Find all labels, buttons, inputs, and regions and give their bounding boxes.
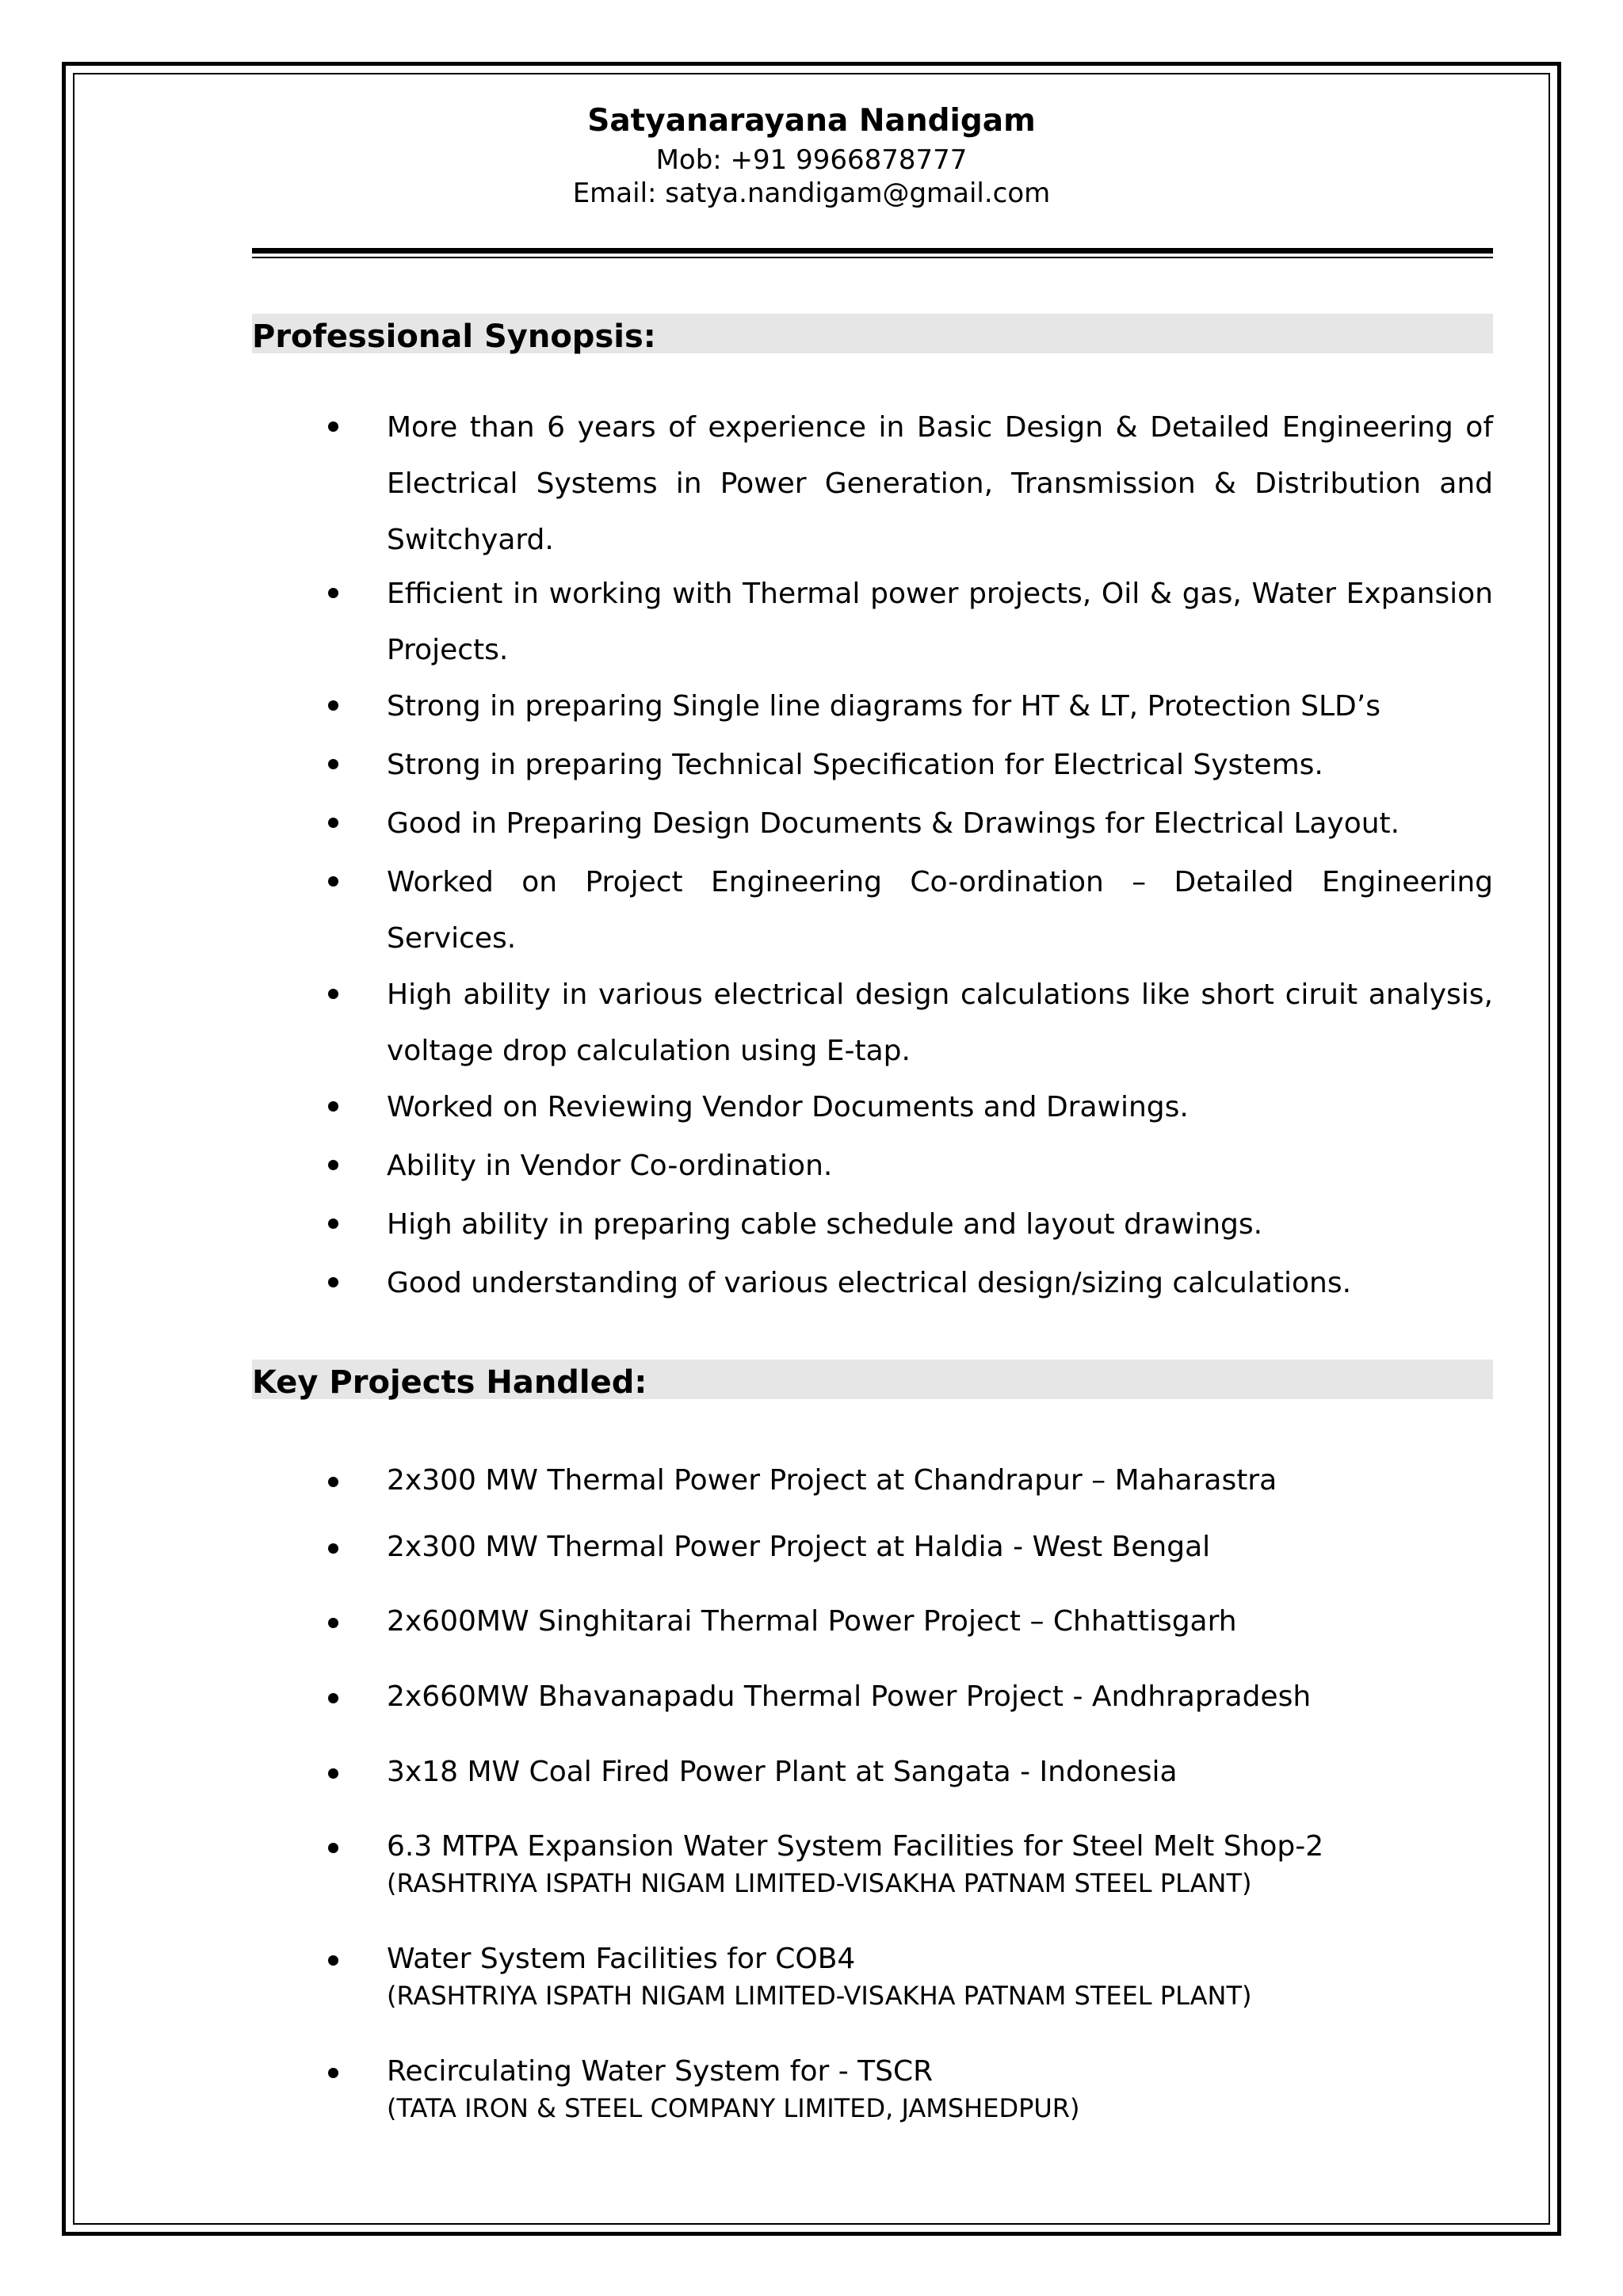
project-item xyxy=(387,1602,1493,1642)
project-item xyxy=(387,1753,1493,1792)
bullet-dot xyxy=(328,818,344,833)
project-name: Recirculating Water System for - TSCR xyxy=(387,2055,934,2088)
bullet-dot xyxy=(328,989,344,1005)
bullet-dot xyxy=(328,1843,344,1859)
section-title-projects-text: Key Projects Handled: xyxy=(252,1364,647,1401)
bullet-dot xyxy=(328,1160,344,1176)
synopsis-item: Worked on Project Engineering Co-ordination – Detailed Engineering Services. xyxy=(387,866,1493,955)
project-item xyxy=(387,1827,1493,1900)
synopsis-item: Worked on Reviewing Vendor Documents and Drawings. xyxy=(387,1091,1189,1123)
project-item xyxy=(387,1527,1493,1567)
synopsis-item: More than 6 years of experience in Basic Design & Detailed Engineering of Electrical Systems in Power Generation, Transmission & Distribution and Switchyard. xyxy=(387,411,1493,556)
bullet-dot xyxy=(328,2068,344,2084)
project-name: 3x18 MW Coal Fired Power Plant at Sangata - Indonesia xyxy=(387,1756,1178,1788)
project-item xyxy=(387,1939,1493,2012)
synopsis-item: Strong in preparing Single line diagrams for HT & LT, Protection SLD’s xyxy=(387,690,1381,723)
mobile-number: Mob: +91 9966878777 xyxy=(655,144,968,176)
section-title-synopsis xyxy=(252,314,1493,353)
bullet-dot xyxy=(328,1101,344,1117)
header-divider-thick xyxy=(252,248,1493,254)
bullet-dot xyxy=(328,759,344,775)
bullet-dot xyxy=(328,1543,344,1559)
synopsis-item: Ability in Vendor Co-ordination. xyxy=(387,1150,833,1182)
project-client: (RASHTRIYA ISPATH NIGAM LIMITED-VISAKHA PATNAM STEEL PLANT) xyxy=(387,1981,1252,2011)
bullet-dot xyxy=(328,700,344,716)
bullet-dot xyxy=(328,1768,344,1784)
synopsis-item: Strong in preparing Technical Specification for Electrical Systems. xyxy=(387,749,1323,781)
synopsis-item: Good in Preparing Design Documents & Drawings for Electrical Layout. xyxy=(387,807,1400,840)
section-title-projects xyxy=(252,1360,1493,1399)
candidate-name: Satyanarayana Nandigam xyxy=(587,103,1036,139)
bullet-dot xyxy=(328,1277,344,1293)
synopsis-item: High ability in preparing cable schedule and layout drawings. xyxy=(387,1208,1263,1241)
project-client: (RASHTRIYA ISPATH NIGAM LIMITED-VISAKHA PATNAM STEEL PLANT) xyxy=(387,1868,1252,1898)
bullet-dot xyxy=(328,1477,344,1493)
bullet-dot xyxy=(328,1618,344,1634)
bullet-dot xyxy=(328,1955,344,1971)
project-item xyxy=(387,1461,1493,1501)
synopsis-item: Good understanding of various electrical design/sizing calculations. xyxy=(387,1267,1352,1299)
project-item xyxy=(387,1677,1493,1717)
project-name: Water System Facilities for COB4 xyxy=(387,1943,856,1975)
project-name: 2x300 MW Thermal Power Project at Haldia - West Bengal xyxy=(387,1531,1211,1563)
bullet-dot xyxy=(328,421,344,437)
synopsis-item: High ability in various electrical design calculations like short ciruit analysis, voltage drop calculation using E-tap. xyxy=(387,978,1493,1067)
project-name: 6.3 MTPA Expansion Water System Facilities for Steel Melt Shop-2 xyxy=(387,1830,1324,1863)
project-name: 2x600MW Singhitarai Thermal Power Project – Chhattisgarh xyxy=(387,1605,1237,1638)
header-divider-thin xyxy=(252,257,1493,258)
bullet-dot xyxy=(328,876,344,892)
email-address: Email: satya.nandigam@gmail.com xyxy=(572,177,1051,209)
project-item xyxy=(387,2052,1493,2125)
project-client: (TATA IRON & STEEL COMPANY LIMITED, JAMSHEDPUR) xyxy=(387,2093,1080,2123)
bullet-dot xyxy=(328,588,344,604)
synopsis-item: Efficient in working with Thermal power projects, Oil & gas, Water Expansion Projects. xyxy=(387,578,1493,666)
project-name: 2x660MW Bhavanapadu Thermal Power Project - Andhrapradesh xyxy=(387,1680,1312,1713)
section-title-synopsis-text: Professional Synopsis: xyxy=(252,318,656,355)
bullet-dot xyxy=(328,1219,344,1234)
project-name: 2x300 MW Thermal Power Project at Chandrapur – Maharastra xyxy=(387,1464,1277,1497)
bullet-dot xyxy=(328,1693,344,1709)
